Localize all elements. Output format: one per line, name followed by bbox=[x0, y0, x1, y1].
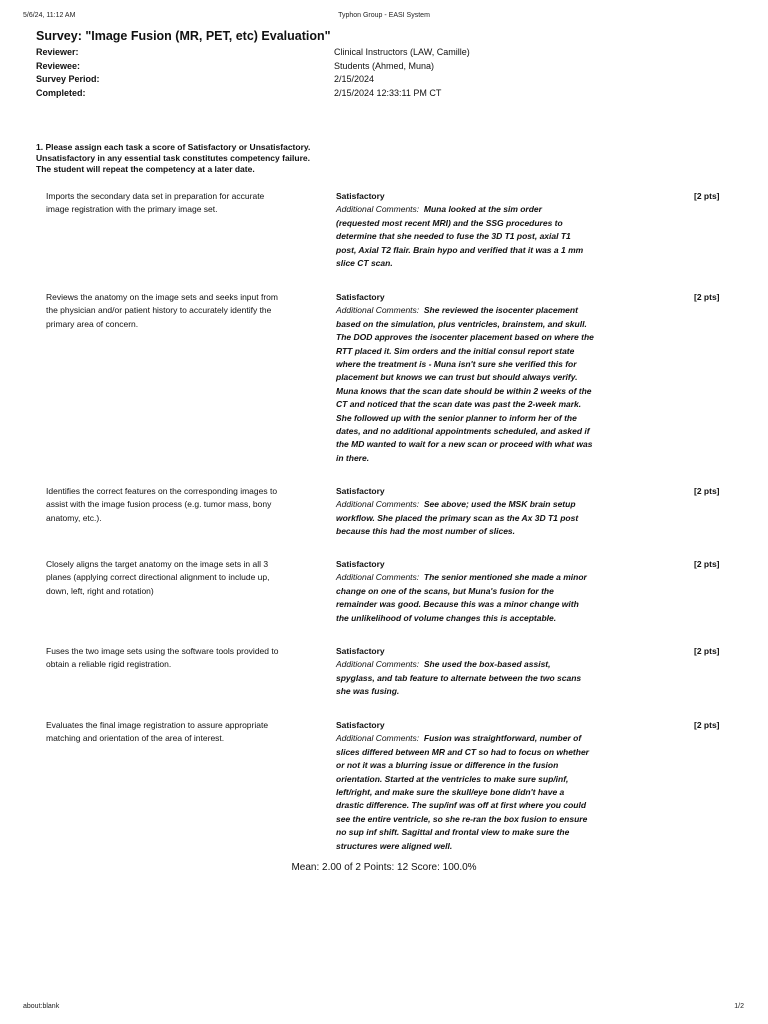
comment-line bbox=[336, 685, 608, 698]
meta-row-completed bbox=[36, 87, 536, 101]
task-score: Satisfactory bbox=[336, 720, 385, 730]
task-points: [2 pts] bbox=[694, 486, 720, 496]
task-description-line: Reviews the anatomy on the image sets and seeks input from bbox=[46, 292, 278, 302]
comment-text: (requested most recent MRI) and the SSG procedures to bbox=[336, 217, 563, 228]
task-result bbox=[336, 485, 608, 539]
task-description-line: down, left, right and rotation) bbox=[46, 585, 154, 596]
print-datetime: 5/6/24, 11:12 AM bbox=[23, 12, 76, 19]
comment-line bbox=[336, 257, 608, 270]
comment-text: Muna knows that the scan date should be within 2 weeks of the bbox=[336, 385, 592, 396]
comment-text: Muna looked at the sim order bbox=[423, 204, 542, 215]
meta-value: Clinical Instructors (LAW, Camille) bbox=[334, 47, 470, 57]
comment-line bbox=[336, 786, 608, 799]
task-description-line: image registration with the primary image set. bbox=[46, 204, 218, 215]
comment-text: the MD wanted to wait for a new scan or proceed with what was bbox=[336, 439, 593, 450]
comment-text: See above; used the MSK brain setup bbox=[423, 499, 576, 510]
task-result bbox=[336, 190, 608, 270]
comment-text: She used the box-based assist, bbox=[423, 659, 551, 670]
comment-text: post, Axial T2 flair. Brain hypo and verified that it was a 1 mm bbox=[336, 244, 584, 255]
instruction-line: 1. Please assign each task a score of Satisfactory or Unsatisfactory. bbox=[36, 142, 311, 152]
comment-text: dates, and no additional appointments scheduled, and asked if bbox=[336, 426, 590, 437]
survey-meta bbox=[36, 46, 536, 100]
comment-text: placement but knows we can trust but should always verify. bbox=[336, 372, 578, 383]
comment-text: where the treatment is - Muna isn't sure she verified this for bbox=[336, 359, 577, 370]
comment-line bbox=[336, 658, 608, 671]
task-result bbox=[336, 291, 608, 465]
meta-label: Reviewee: bbox=[36, 60, 81, 71]
task-description bbox=[46, 291, 311, 331]
comment-line bbox=[336, 813, 608, 826]
comment-line bbox=[336, 398, 608, 411]
meta-value: 2/15/2024 12:33:11 PM CT bbox=[334, 87, 442, 98]
task-score: Satisfactory bbox=[336, 292, 385, 302]
task-description bbox=[46, 719, 311, 746]
comment-text: She followed up with the senior planner to inform her of the bbox=[336, 412, 577, 423]
comment-label: Additional Comments: bbox=[336, 305, 420, 316]
task-description-line: primary area of concern. bbox=[46, 318, 139, 329]
print-header bbox=[0, 12, 768, 24]
task-points: [2 pts] bbox=[694, 292, 720, 302]
print-footer bbox=[0, 1003, 768, 1015]
task-points: [2 pts] bbox=[694, 646, 720, 656]
comment-label: Additional Comments: bbox=[336, 572, 420, 583]
comment-line bbox=[336, 571, 608, 584]
comment-text: based on the simulation, plus ventricles, brainstem, and skull. bbox=[336, 318, 587, 329]
survey-title: Survey: "Image Fusion (MR, PET, etc) Evaluation" bbox=[36, 29, 331, 43]
task-description-line: assist with the image fusion process (e.g. tumor mass, bony bbox=[46, 499, 272, 510]
comment-line bbox=[336, 217, 608, 230]
comment-text: Fusion was straightforward, number of bbox=[423, 733, 582, 744]
comment-line bbox=[336, 318, 608, 331]
comment-text: structures were aligned well. bbox=[336, 840, 453, 851]
meta-value: 2/15/2024 bbox=[334, 74, 375, 84]
meta-label: Completed: bbox=[36, 87, 86, 98]
comment-text: left/right, and make sure the skull/eye bone didn't have a bbox=[336, 787, 565, 798]
comment-line bbox=[336, 732, 608, 745]
comment-line bbox=[336, 385, 608, 398]
comment-text: spyglass, and tab feature to alternate between the two scans bbox=[336, 672, 582, 683]
comment-line bbox=[336, 826, 608, 839]
task-result bbox=[336, 645, 608, 699]
task-score: Satisfactory bbox=[336, 559, 385, 569]
task-description-line: anatomy, etc.). bbox=[46, 512, 102, 523]
comment-text: drastic difference. The sup/inf was off at first where you could bbox=[336, 800, 587, 811]
task-points: [2 pts] bbox=[694, 559, 720, 569]
comment-text: remainder was good. Because this was a minor change with bbox=[336, 599, 579, 610]
task-description-line: Evaluates the final image registration to assure appropriate bbox=[46, 720, 269, 730]
comment-text: orientation. Started at the ventricles to make sure sup/inf, bbox=[336, 773, 569, 784]
task-description-line: Imports the secondary data set in preparation for accurate bbox=[46, 191, 265, 201]
comment-line bbox=[336, 773, 608, 786]
comment-line bbox=[336, 612, 608, 625]
task-points: [2 pts] bbox=[694, 191, 720, 201]
comment-text: the unlikelihood of volume changes this is acceptable. bbox=[336, 612, 557, 623]
comment-line bbox=[336, 598, 608, 611]
comment-label: Additional Comments: bbox=[336, 499, 420, 510]
task-description-line: planes (applying correct directional alignment to include up, bbox=[46, 572, 270, 583]
comment-line bbox=[336, 345, 608, 358]
comment-text: The senior mentioned she made a minor bbox=[423, 572, 587, 583]
task-description-line: the physician and/or patient history to accurately identify the bbox=[46, 305, 272, 316]
print-url: about:blank bbox=[23, 1003, 60, 1010]
comment-label: Additional Comments: bbox=[336, 204, 420, 215]
task-score: Satisfactory bbox=[336, 191, 385, 201]
task-description-line: Closely aligns the target anatomy on the image sets in all 3 bbox=[46, 559, 269, 569]
comment-label: Additional Comments: bbox=[336, 733, 420, 744]
comment-line bbox=[336, 525, 608, 538]
comment-line bbox=[336, 512, 608, 525]
task-score: Satisfactory bbox=[336, 646, 385, 656]
comment-line bbox=[336, 746, 608, 759]
comment-line bbox=[336, 452, 608, 465]
comment-line bbox=[336, 799, 608, 812]
score-summary: Mean: 2.00 of 2 Points: 12 Score: 100.0% bbox=[291, 862, 477, 873]
comment-line bbox=[336, 331, 608, 344]
task-result bbox=[336, 558, 608, 625]
comment-text: determine that she needed to fuse the 3D T1 post, axial T1 bbox=[336, 231, 571, 242]
comment-text: She reviewed the isocenter placement bbox=[423, 305, 578, 316]
question-instructions bbox=[36, 142, 356, 175]
print-page-number: 1/2 bbox=[734, 1003, 744, 1010]
comment-line bbox=[336, 371, 608, 384]
comment-line bbox=[336, 230, 608, 243]
comment-text: slices differed between MR and CT so had to focus on whether bbox=[336, 746, 589, 757]
comment-line bbox=[336, 412, 608, 425]
comment-line bbox=[336, 840, 608, 853]
comment-line bbox=[336, 585, 608, 598]
meta-row-survey-period bbox=[36, 73, 536, 87]
task-description-line: obtain a reliable rigid registration. bbox=[46, 659, 172, 670]
comment-line bbox=[336, 425, 608, 438]
comment-text: see the entire ventricle, so she re-ran the box fusion to ensure bbox=[336, 813, 588, 824]
meta-label: Reviewer: bbox=[36, 47, 79, 57]
instruction-line: Unsatisfactory in any essential task constitutes competency failure. bbox=[36, 153, 310, 163]
meta-row-reviewer bbox=[36, 46, 536, 60]
comment-text: or not it was a blurring issue or difference in the fusion bbox=[336, 760, 559, 771]
comment-text: because this had the most number of slices. bbox=[336, 526, 516, 537]
comment-text: she was fusing. bbox=[336, 686, 400, 697]
comment-line bbox=[336, 672, 608, 685]
comment-line bbox=[336, 438, 608, 451]
task-description bbox=[46, 485, 311, 525]
comment-line bbox=[336, 759, 608, 772]
meta-label: Survey Period: bbox=[36, 74, 100, 84]
task-description-line: matching and orientation of the area of interest. bbox=[46, 733, 225, 744]
meta-value: Students (Ahmed, Muna) bbox=[334, 60, 435, 71]
comment-line bbox=[336, 244, 608, 257]
task-description bbox=[46, 558, 311, 598]
task-description bbox=[46, 645, 311, 672]
comment-text: CT and noticed that the scan date was past the 2-week mark. bbox=[336, 399, 582, 410]
comment-line bbox=[336, 358, 608, 371]
task-points: [2 pts] bbox=[694, 720, 720, 730]
comment-text: workflow. She placed the primary scan as the Ax 3D T1 post bbox=[336, 512, 579, 523]
comment-line bbox=[336, 203, 608, 216]
comment-label: Additional Comments: bbox=[336, 659, 420, 670]
task-score: Satisfactory bbox=[336, 486, 385, 496]
comment-text: no sup inf shift. Sagittal and frontal view to make sure the bbox=[336, 827, 570, 838]
task-description bbox=[46, 190, 311, 217]
instruction-line: The student will repeat the competency at a later date. bbox=[36, 164, 255, 174]
comment-line bbox=[336, 304, 608, 317]
comment-text: slice CT scan. bbox=[336, 258, 393, 269]
comment-text: RTT placed it. Sim orders and the initial consul report state bbox=[336, 345, 575, 356]
task-description-line: Identifies the correct features on the corresponding images to bbox=[46, 486, 278, 496]
print-site-title: Typhon Group - EASI System bbox=[338, 12, 430, 19]
comment-text: The DOD approves the isocenter placement based on where the bbox=[336, 332, 594, 343]
comment-text: in there. bbox=[336, 452, 370, 463]
task-description-line: Fuses the two image sets using the software tools provided to bbox=[46, 646, 279, 656]
meta-row-reviewee bbox=[36, 60, 536, 74]
task-result bbox=[336, 719, 608, 853]
comment-text: change on one of the scans, but Muna's fusion for the bbox=[336, 585, 554, 596]
comment-line bbox=[336, 498, 608, 511]
